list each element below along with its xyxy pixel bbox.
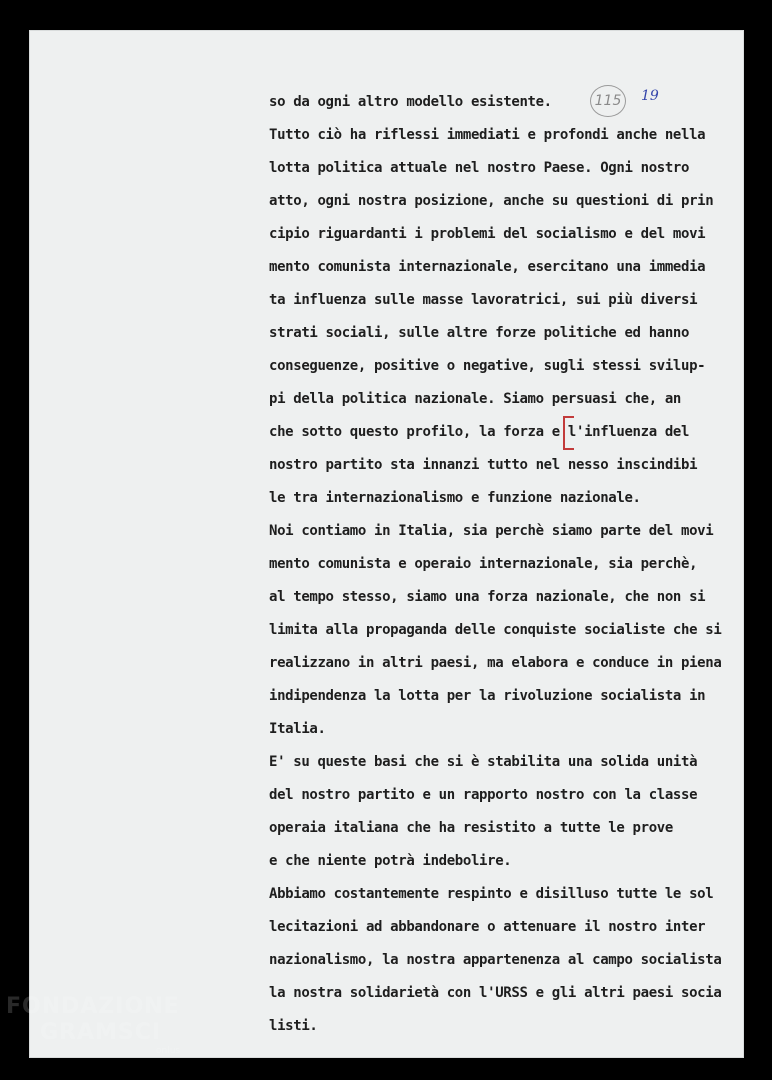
text-line: Noi contiamo in Italia, sia perchè siamo parte del movi [269, 523, 714, 539]
text-line: la nostra solidarietà con l'URSS e gli altri paesi socia [269, 985, 722, 1001]
text-line: listi. [269, 1018, 318, 1034]
text-line: lotta politica attuale nel nostro Paese. Ogni nostro [269, 160, 690, 176]
text-line: limita alla propaganda delle conquiste socialiste che si [269, 622, 722, 638]
text-line: ta influenza sulle masse lavoratrici, sui più diversi [269, 292, 698, 308]
text-line: Tutto ciò ha riflessi immediati e profondi anche nella [269, 127, 706, 143]
text-line: so da ogni altro modello esistente. [269, 94, 552, 110]
text-line: mento comunista internazionale, esercitano una immedia [269, 259, 706, 275]
red-margin-bracket [563, 416, 574, 450]
text-line: indipendenza la lotta per la rivoluzione socialista in [269, 688, 706, 704]
text-line: realizzano in altri paesi, ma elabora e conduce in piena [269, 655, 722, 671]
text-line: nostro partito sta innanzi tutto nel nesso inscindibi [269, 457, 698, 473]
text-line: nazionalismo, la nostra appartenenza al campo socialista [269, 952, 722, 968]
text-line: le tra internazionalismo e funzione nazionale. [269, 490, 641, 506]
text-line: Italia. [269, 721, 326, 737]
document-page [29, 30, 744, 1058]
text-line: cipio riguardanti i problemi del socialismo e del movi [269, 226, 706, 242]
text-line: del nostro partito e un rapporto nostro con la classe [269, 787, 698, 803]
text-line: E' su queste basi che si è stabilita una solida unità [269, 754, 698, 770]
text-line: lecitazioni ad abbandonare o attenuare il nostro inter [269, 919, 706, 935]
text-line: e che niente potrà indebolire. [269, 853, 512, 869]
watermark-line-2: GRAMSCI [40, 1020, 162, 1045]
text-line: Abbiamo costantemente respinto e disilluso tutte le sol [269, 886, 714, 902]
text-line: che sotto questo profilo, la forza e l'influenza del [269, 424, 690, 440]
text-line: atto, ogni nostra posizione, anche su questioni di prin [269, 193, 714, 209]
watermark-line-3: onlus [156, 1046, 181, 1056]
text-line: strati sociali, sulle altre forze politiche ed hanno [269, 325, 690, 341]
circled-page-number: 115 [590, 85, 626, 117]
text-line: operaia italiana che ha resistito a tutte le prove [269, 820, 673, 836]
watermark-logo [6, 994, 180, 1056]
text-line: mento comunista e operaio internazionale, sia perchè, [269, 556, 698, 572]
text-line: conseguenze, positive o negative, sugli stessi svilup- [269, 358, 706, 374]
text-line: pi della politica nazionale. Siamo persuasi che, an [269, 391, 682, 407]
handwritten-page-number: 19 [641, 88, 659, 104]
watermark-line-1: FONDAZIONE [6, 994, 180, 1019]
typewritten-text [269, 86, 749, 1043]
text-line: al tempo stesso, siamo una forza nazionale, che non si [269, 589, 706, 605]
